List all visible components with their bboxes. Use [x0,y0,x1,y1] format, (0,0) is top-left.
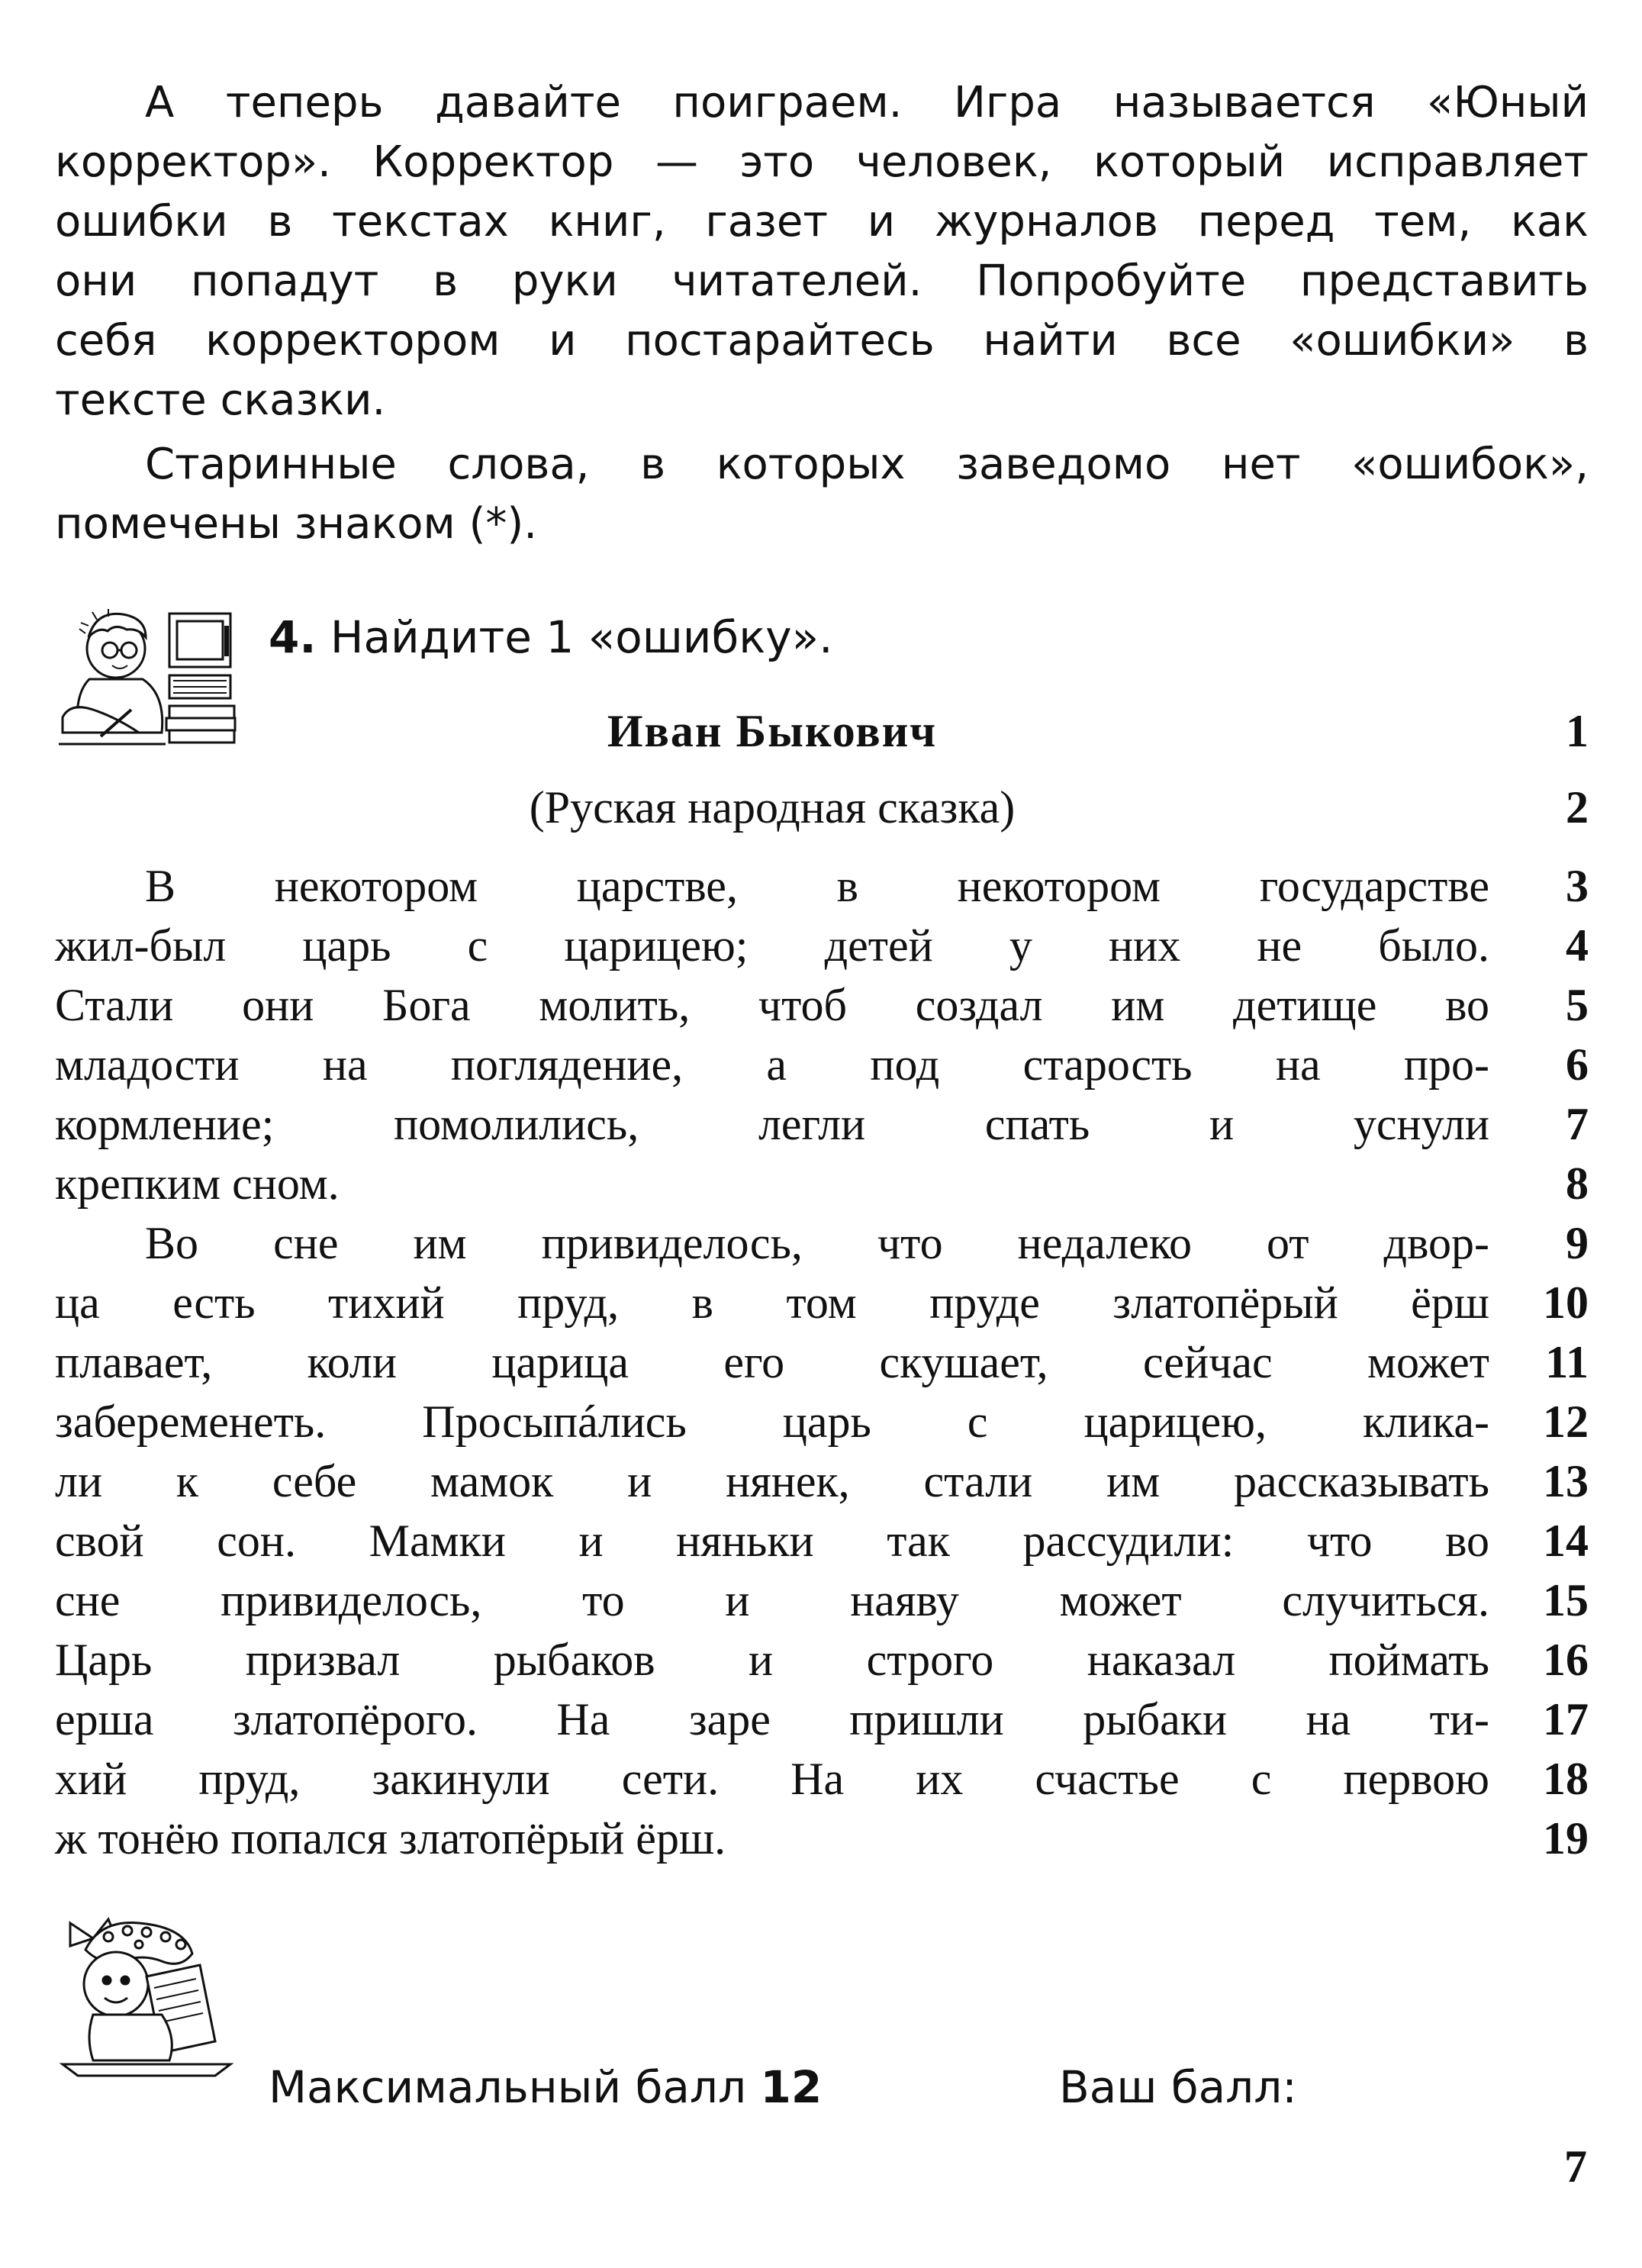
story-line-text: Во сне им привиделось, что недалеко от двор- [145,1218,1489,1268]
intro-text [55,73,1589,554]
line-number: 19 [1543,1813,1589,1864]
story-line [55,1332,1589,1392]
intro-line: Старинные слова, в которых заведомо нет «ошибок», [145,440,1589,489]
max-score-label: Максимальный балл [269,2061,747,2113]
line-number: 1 [1566,706,1589,756]
story-line [55,1035,1589,1094]
story-line [55,975,1589,1035]
story-line-text: свой сон. Мамки и няньки так рассудили: что во [55,1516,1489,1566]
story-line-text: жил-был царь с царицею; детей у них не было. [55,920,1489,971]
story-line-text: В некотором царстве, в некотором государстве [145,861,1489,911]
story-line [55,1690,1589,1749]
line-number: 13 [1543,1456,1589,1506]
story-line-text: ли к себе мамок и нянек, стали им рассказывать [55,1456,1489,1506]
line-number: 8 [1566,1158,1589,1209]
task-heading [269,610,833,664]
story-line [55,856,1589,916]
story-line-text: сне привиделось, то и наяву может случиться. [55,1575,1489,1625]
story-line-text: ца есть тихий пруд, в том пруде златопёрый ёрш [55,1277,1489,1328]
story-line [55,1392,1589,1451]
line-number: 15 [1543,1575,1589,1625]
line-number: 18 [1543,1754,1589,1804]
story-line [55,1630,1589,1690]
story-line-text: ерша златопёрого. На заре пришли рыбаки на ти- [55,1694,1489,1744]
story-title: Иван Быкович [607,706,938,756]
intro-line: корректор». Корректор — это человек, который исправляет [55,137,1589,187]
story-title-row [55,693,1589,769]
line-number: 4 [1566,920,1589,971]
story-line-text: Стали они Бога молить, чтоб создал им детище во [55,980,1489,1030]
line-number: 3 [1566,861,1589,911]
story-line [55,916,1589,975]
story-line-text: кормление; помолились, легли спать и уснули [55,1099,1489,1149]
intro-line: А теперь давайте поиграем. Игра называется «Юный [145,78,1589,127]
story-text [55,693,1589,1868]
your-score-label: Ваш балл: [1059,2061,1297,2113]
story-line-text: хий пруд, закинули сети. На их счастье с первою [55,1754,1489,1804]
story-line [55,1451,1589,1511]
max-score-value: 12 [760,2061,823,2113]
story-line [55,1154,1589,1213]
line-number: 17 [1543,1694,1589,1744]
intro-line: ошибки в текстах книг, газет и журналов перед тем, как [55,197,1589,246]
story-line [55,1571,1589,1630]
line-number: 6 [1566,1039,1589,1090]
page-number: 7 [1564,2141,1587,2192]
story-line-text: младости на поглядение, а под старость на про- [55,1039,1489,1090]
story-line [55,1749,1589,1809]
story-line [55,1511,1589,1571]
story-lines [55,856,1589,1868]
line-number: 2 [1566,782,1589,833]
story-line [55,1809,1589,1868]
intro-line: себя корректором и постарайтесь найти все «ошибки» в [55,316,1589,366]
line-number: 12 [1543,1397,1589,1447]
intro-line: тексте сказки. [55,375,386,425]
line-number: 9 [1566,1218,1589,1268]
line-number: 16 [1543,1635,1589,1685]
task-instruction: Найдите 1 «ошибку». [330,611,833,663]
your-score [1059,2060,1297,2114]
story-line-text: крепким сном. [55,1158,340,1209]
intro-line: они попадут в руки читателей. Попробуйте представить [55,256,1589,306]
line-number: 14 [1543,1516,1589,1566]
story-subtitle-row [55,769,1589,846]
intro-line: помечены знаком (*). [55,499,538,549]
story-line-text: ж тонёю попался златопёрый ёрш. [55,1813,726,1864]
max-score [269,2060,822,2114]
line-number: 5 [1566,980,1589,1030]
girl-reading-book-icon [55,1908,238,2083]
line-number: 11 [1545,1337,1589,1387]
story-line [55,1213,1589,1273]
line-number: 7 [1566,1099,1589,1149]
story-line [55,1094,1589,1154]
task-number: 4. [269,611,317,663]
story-line [55,1273,1589,1332]
story-subtitle: (Руская народная сказка) [529,782,1016,833]
story-line-text: Царь призвал рыбаков и строго наказал поймать [55,1635,1489,1685]
story-line-text: плавает, коли царица его скушает, сейчас может [55,1337,1489,1387]
story-line-text: забеременеть. Просыпáлись царь с царицею, клика- [55,1397,1489,1447]
line-number: 10 [1543,1277,1589,1328]
